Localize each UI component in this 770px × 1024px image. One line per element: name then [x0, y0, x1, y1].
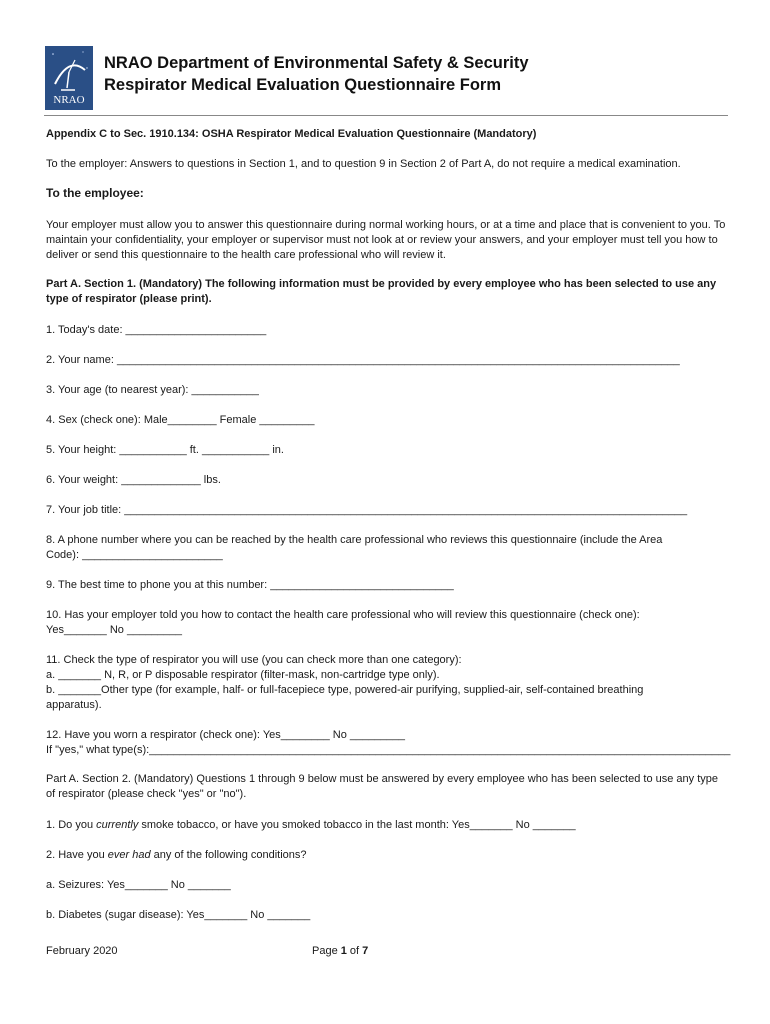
employee-paragraph: Your employer must allow you to answer this questionnaire during normal working hours, or at a time and place that is convenient to you. To maintain your confidentiality, your employer or supervisor must not look at or review your answers, and your employer must tell you how to deliver or send this questionnaire to the health care professional who will review it.	[46, 219, 726, 261]
logo-text: NRAO	[53, 94, 85, 106]
s2-q2-emphasis: ever had	[107, 849, 151, 861]
q12-line-1: 12. Have you worn a respirator (check one): Yes________ No _________	[46, 729, 405, 741]
q11-line-1: 11. Check the type of respirator you will use (you can check more than one category):	[46, 654, 462, 666]
section1-heading: Part A. Section 1. (Mandatory) The following information must be provided by every employee who has been selected to use any type of respirator (please print).	[46, 278, 717, 305]
section2-heading: Part A. Section 2. (Mandatory) Questions 1 through 9 below must be answered by every employee who has been selected to use any type of respirator (please check "yes" or "no").	[46, 773, 718, 800]
footer-page-number	[312, 945, 368, 957]
footer-date: February 2020	[46, 945, 118, 957]
q10-line-1: 10. Has your employer told you how to contact the health care professional who will review this questionnaire (check one):	[46, 609, 640, 621]
q5-height: 5. Your height: ___________ ft. ___________ in.	[46, 444, 284, 456]
s2-q2-pre: 2. Have you	[46, 849, 108, 861]
employer-note: To the employer: Answers to questions in Section 1, and to question 9 in Section 2 of Part A, do not require a medical examination.	[46, 158, 681, 170]
page-mid: of	[346, 945, 363, 957]
page-total: 7	[362, 945, 369, 957]
q8-phone-line-2: Code): _______________________	[46, 549, 223, 561]
s2-q1-emphasis: currently	[96, 819, 139, 831]
q1-todays-date: 1. Today's date: _______________________	[46, 324, 267, 336]
q11-line-4: apparatus).	[46, 699, 102, 711]
employee-heading: To the employee:	[46, 186, 144, 200]
s2-q2-conditions	[46, 848, 307, 863]
s2-q1-smoke	[46, 818, 576, 833]
page-current: 1	[340, 945, 347, 957]
s2-q1-post: smoke tobacco, or have you smoked tobacco in the last month: Yes_______ No _______	[138, 819, 576, 831]
q7-job-title: 7. Your job title: ____________________________________________________________________________________________	[46, 504, 688, 516]
title-line-1: NRAO Department of Environmental Safety & Security	[104, 54, 529, 72]
s2-q1-pre: 1. Do you	[46, 819, 97, 831]
q3-age: 3. Your age (to nearest year): ___________	[46, 384, 259, 396]
q11-line-2: a. _______ N, R, or P disposable respirator (filter-mask, non-cartridge type only).	[46, 669, 440, 681]
page-prefix: Page	[312, 945, 341, 957]
q11-line-3: b. _______Other type (for example, half- or full-facepiece type, powered-air purifying, supplied-air, self-contained breathing	[46, 684, 644, 696]
q8-phone-line-1: 8. A phone number where you can be reached by the health care professional who reviews this questionnaire (include the Area	[46, 534, 663, 546]
q4-sex: 4. Sex (check one): Male________ Female _________	[46, 414, 315, 426]
header-divider	[44, 115, 728, 116]
q2-name: 2. Your name: ____________________________________________________________________________________________	[46, 354, 680, 366]
q6-weight: 6. Your weight: _____________ lbs.	[46, 474, 221, 486]
s2-qa-seizures: a. Seizures: Yes_______ No _______	[46, 879, 231, 891]
page-title	[104, 52, 529, 96]
title-line-2: Respirator Medical Evaluation Questionnaire Form	[104, 76, 502, 94]
q10-line-2: Yes_______ No _________	[46, 624, 183, 636]
appendix-heading: Appendix C to Sec. 1910.134: OSHA Respirator Medical Evaluation Questionnaire (Mandatory)	[46, 128, 537, 140]
s2-q2-post: any of the following conditions?	[150, 849, 307, 861]
q12-line-2: If "yes," what type(s):_______________________________________________________________________________________________	[46, 744, 731, 756]
nrao-logo	[45, 46, 93, 110]
s2-qb-diabetes: b. Diabetes (sugar disease): Yes_______ No _______	[46, 909, 311, 921]
q9-best-time: 9. The best time to phone you at this number: ______________________________	[46, 579, 454, 591]
